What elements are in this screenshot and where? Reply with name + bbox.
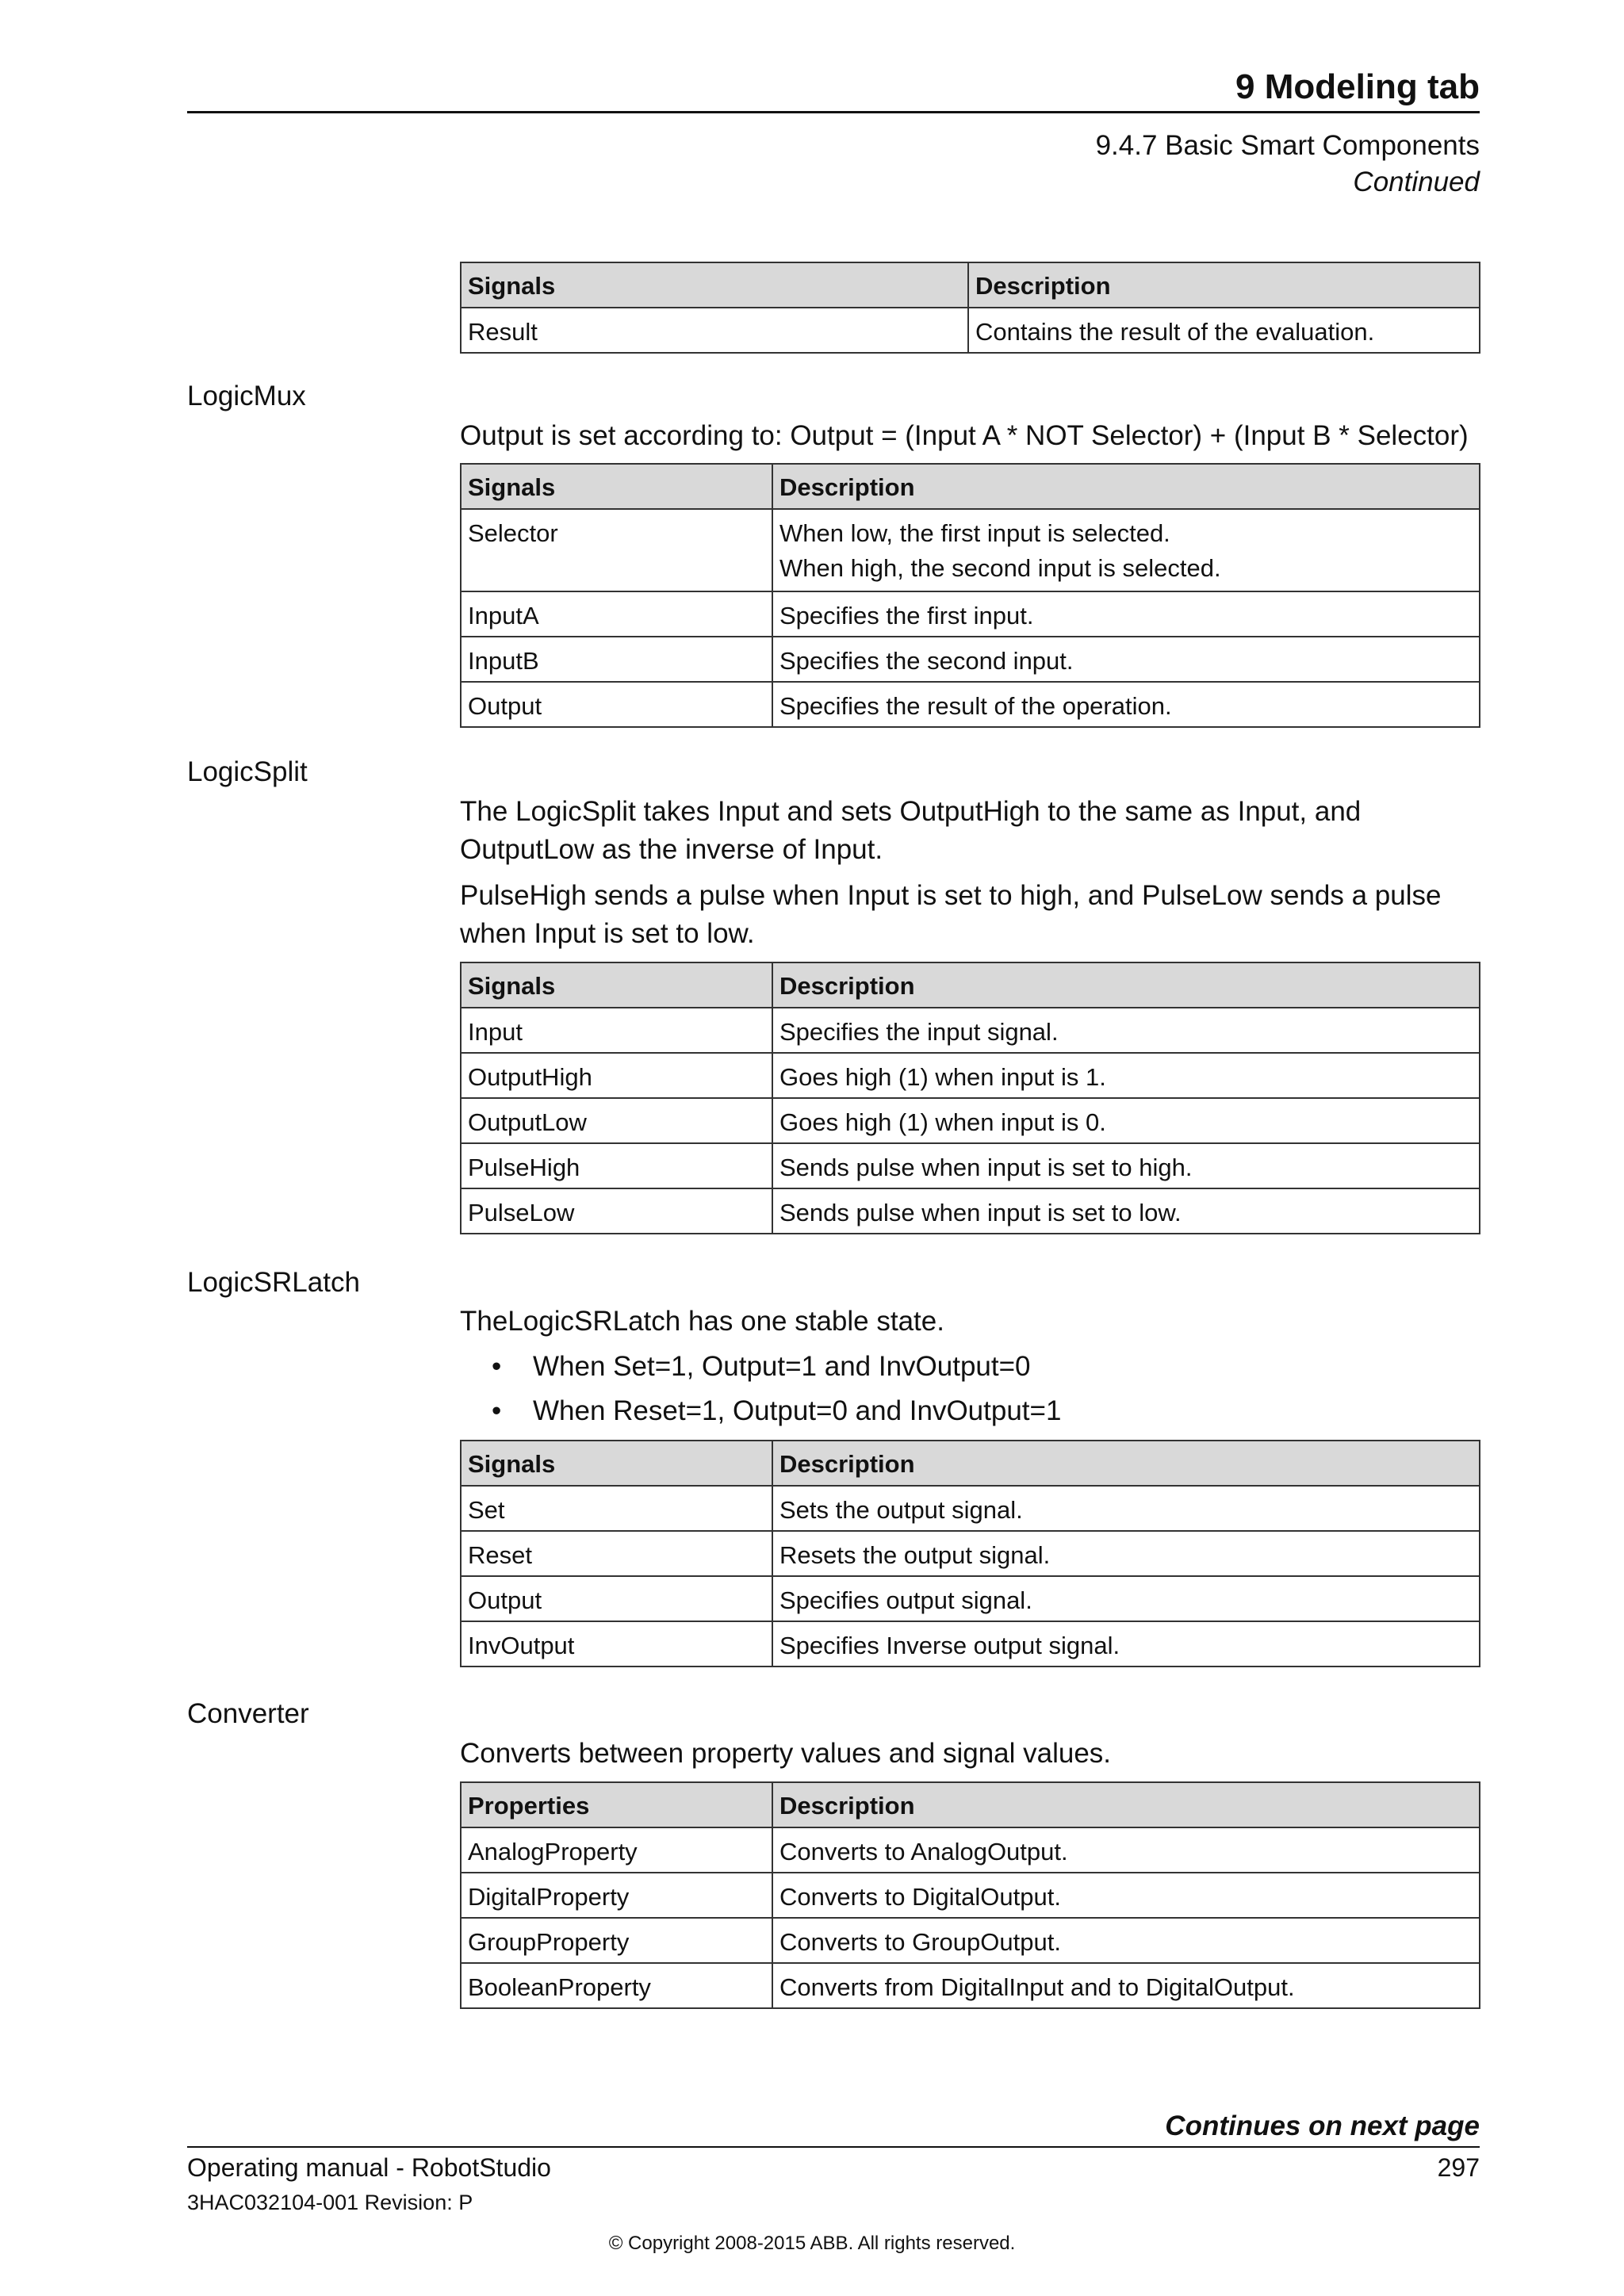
signal-description: Specifies the second input.: [772, 637, 1480, 682]
header-divider: [187, 111, 1480, 113]
table-row: [461, 509, 1480, 591]
page-number: 297: [1437, 2153, 1480, 2182]
manual-title: Operating manual - RobotStudio: [187, 2153, 551, 2182]
converter-heading: Converter: [187, 1698, 309, 1729]
table-row: [461, 1531, 1480, 1576]
signal-name: Selector: [461, 509, 772, 591]
signal-description: Contains the result of the evaluation.: [968, 308, 1480, 353]
logicsplit-heading: LogicSplit: [187, 756, 308, 787]
table-row: [461, 591, 1480, 637]
signal-description: Specifies the result of the operation.: [772, 682, 1480, 727]
table-header-row: [461, 962, 1480, 1008]
signal-description: Specifies output signal.: [772, 1576, 1480, 1621]
signal-description: [772, 509, 1480, 591]
bullet-text: When Reset=1, Output=0 and InvOutput=1: [533, 1395, 1062, 1426]
table-row: [461, 1621, 1480, 1667]
signal-name: PulseLow: [461, 1188, 772, 1234]
logicsrlatch-heading: LogicSRLatch: [187, 1267, 360, 1298]
signal-name: OutputHigh: [461, 1053, 772, 1098]
signal-name: Set: [461, 1486, 772, 1531]
signal-description: Specifies the input signal.: [772, 1008, 1480, 1053]
continued-label: Continued: [1353, 166, 1480, 197]
signal-description: Sets the output signal.: [772, 1486, 1480, 1531]
result-signals-table: [460, 262, 1480, 354]
column-header: Signals: [461, 464, 772, 509]
bullet-item: [492, 1349, 1031, 1384]
table-row: [461, 682, 1480, 727]
column-header: Description: [968, 262, 1480, 308]
signal-name: Output: [461, 682, 772, 727]
signal-name: InvOutput: [461, 1621, 772, 1667]
property-description: Converts from DigitalInput and to DigitalOutput.: [772, 1963, 1480, 2008]
table-row: [461, 1188, 1480, 1234]
table-row: [461, 1053, 1480, 1098]
logicsplit-description: The LogicSplit takes Input and sets OutputHigh to the same as Input, and OutputLow as the inverse of Input.: [460, 796, 1362, 865]
section-title: 9.4.7 Basic Smart Components: [1095, 130, 1480, 161]
table-row: [461, 1008, 1480, 1053]
table-row: [461, 1963, 1480, 2008]
document-id: 3HAC032104-001 Revision: P: [187, 2191, 473, 2214]
logicsrlatch-signals-table: [460, 1440, 1480, 1667]
signal-name: Result: [461, 308, 968, 353]
copyright: © Copyright 2008-2015 ABB. All rights reserved.: [608, 2233, 1016, 2254]
footer-divider: [187, 2146, 1480, 2148]
bullet-glyph: •: [492, 1351, 502, 1382]
logicsrlatch-description: TheLogicSRLatch has one stable state.: [460, 1306, 944, 1337]
bullet-item: [492, 1394, 1061, 1429]
table-header-row: [461, 1441, 1480, 1486]
table-row: [461, 1098, 1480, 1143]
signal-name: InputB: [461, 637, 772, 682]
description-line: When low, the first input is selected.: [779, 519, 1170, 547]
signal-description: Specifies the first input.: [772, 591, 1480, 637]
column-header: Signals: [461, 962, 772, 1008]
table-row: [461, 308, 1480, 353]
table-row: [461, 637, 1480, 682]
chapter-title: 9 Modeling tab: [1235, 67, 1480, 106]
property-name: BooleanProperty: [461, 1963, 772, 2008]
logicmux-signals-table: [460, 463, 1480, 728]
column-header: Description: [772, 962, 1480, 1008]
column-header: Description: [772, 1782, 1480, 1827]
converter-description: Converts between property values and signal values.: [460, 1738, 1112, 1769]
column-header: Properties: [461, 1782, 772, 1827]
property-name: AnalogProperty: [461, 1827, 772, 1873]
property-description: Converts to GroupOutput.: [772, 1918, 1480, 1963]
signal-name: Output: [461, 1576, 772, 1621]
table-header-row: [461, 1782, 1480, 1827]
signal-description: Sends pulse when input is set to high.: [772, 1143, 1480, 1188]
table-row: [461, 1918, 1480, 1963]
table-row: [461, 1827, 1480, 1873]
table-header-row: [461, 262, 1480, 308]
property-description: Converts to DigitalOutput.: [772, 1873, 1480, 1918]
column-header: Description: [772, 464, 1480, 509]
table-header-row: [461, 464, 1480, 509]
bullet-glyph: •: [492, 1395, 502, 1426]
logicsplit-pulse-description: PulseHigh sends a pulse when Input is set to high, and PulseLow sends a pulse when Input is set to low.: [460, 880, 1442, 949]
signal-description: Resets the output signal.: [772, 1531, 1480, 1576]
property-name: DigitalProperty: [461, 1873, 772, 1918]
logicmux-formula: Output is set according to: Output = (Input A * NOT Selector) + (Input B * Selector): [460, 420, 1469, 451]
description-line: When high, the second input is selected.: [779, 554, 1221, 582]
column-header: Description: [772, 1441, 1480, 1486]
signal-name: OutputLow: [461, 1098, 772, 1143]
table-row: [461, 1873, 1480, 1918]
signal-name: Input: [461, 1008, 772, 1053]
bullet-text: When Set=1, Output=1 and InvOutput=0: [533, 1351, 1031, 1382]
signal-description: Goes high (1) when input is 0.: [772, 1098, 1480, 1143]
signal-name: PulseHigh: [461, 1143, 772, 1188]
column-header: Signals: [461, 262, 968, 308]
signal-name: InputA: [461, 591, 772, 637]
table-row: [461, 1576, 1480, 1621]
signal-description: Specifies Inverse output signal.: [772, 1621, 1480, 1667]
property-name: GroupProperty: [461, 1918, 772, 1963]
continues-on-next-page: Continues on next page: [1165, 2110, 1480, 2141]
table-row: [461, 1143, 1480, 1188]
signal-name: Reset: [461, 1531, 772, 1576]
converter-properties-table: [460, 1781, 1480, 2009]
signal-description: Goes high (1) when input is 1.: [772, 1053, 1480, 1098]
signal-description: Sends pulse when input is set to low.: [772, 1188, 1480, 1234]
column-header: Signals: [461, 1441, 772, 1486]
table-row: [461, 1486, 1480, 1531]
property-description: Converts to AnalogOutput.: [772, 1827, 1480, 1873]
logicmux-heading: LogicMux: [187, 381, 306, 411]
logicsplit-signals-table: [460, 962, 1480, 1234]
